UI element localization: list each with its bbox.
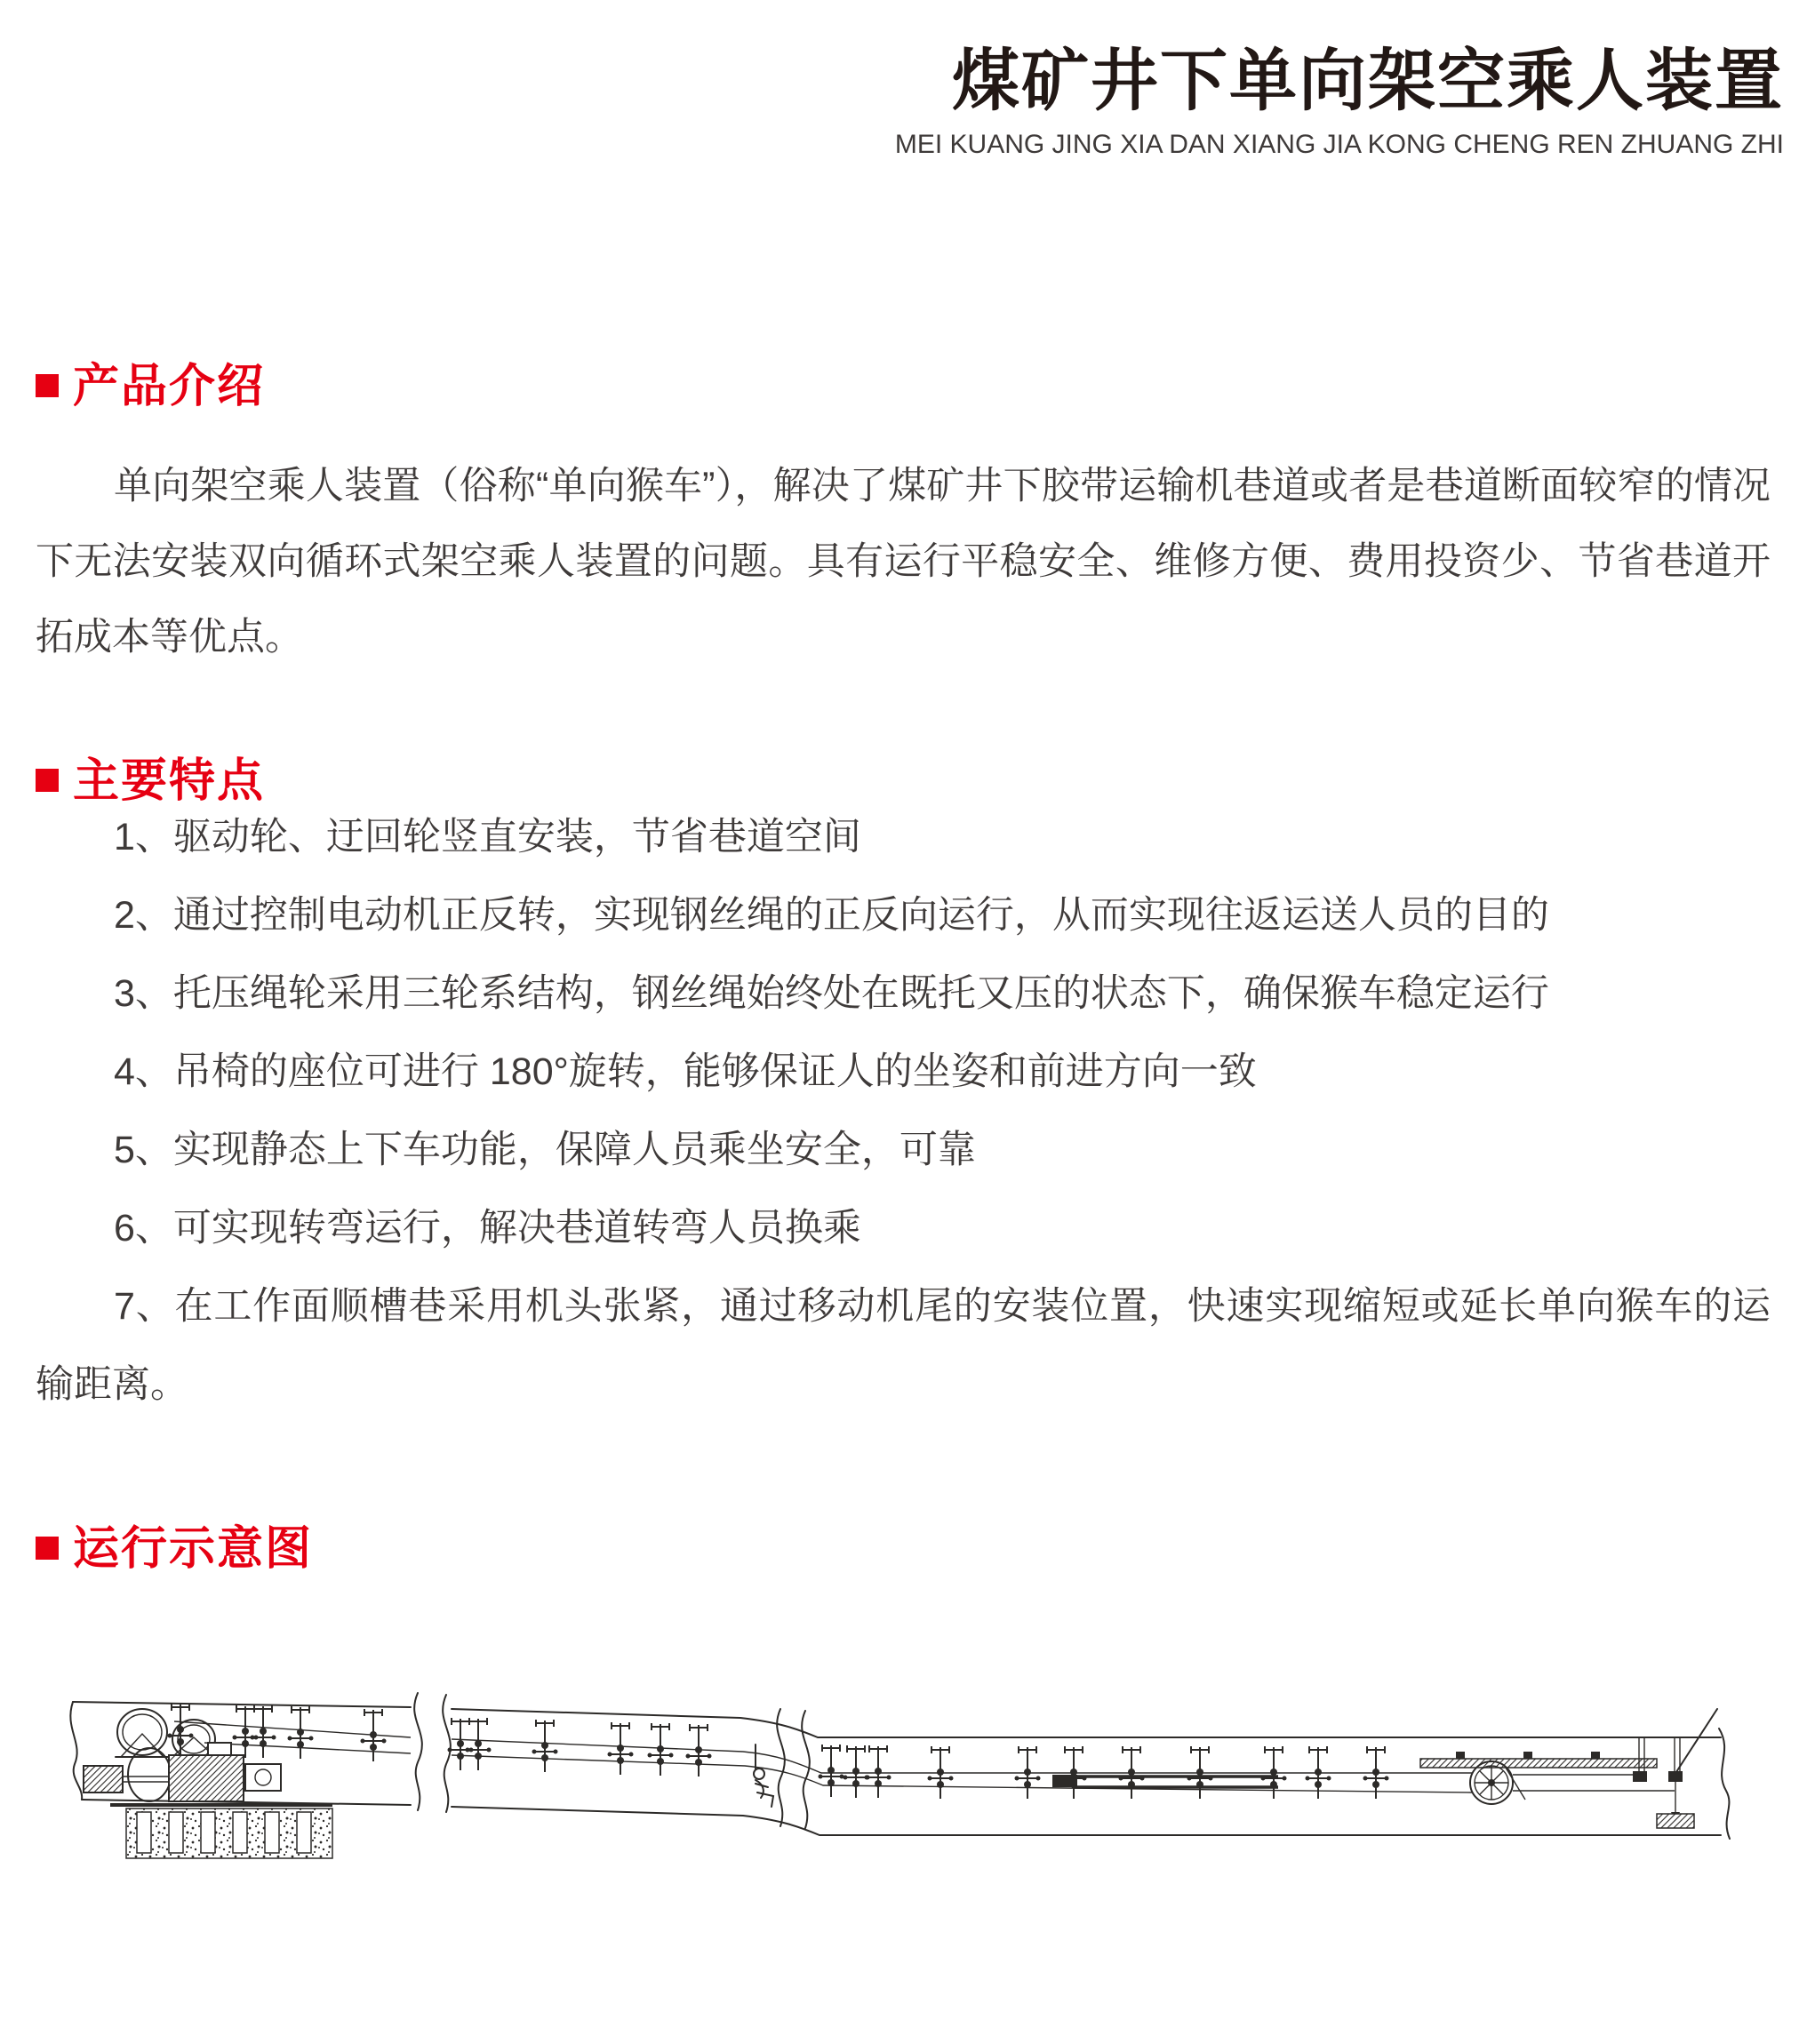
page-title: 煤矿井下单向架空乘人装置 <box>952 44 1784 119</box>
page-title-pinyin: MEI KUANG JING XIA DAN XIANG JIA KONG CHENG REN ZHUANG ZHI <box>894 129 1784 159</box>
feature-item: 6、可实现转弯运行，解决巷道转弯人员换乘 <box>114 1207 861 1250</box>
drive-station <box>84 1709 332 1858</box>
feature-item: 5、实现静态上下车功能，保障人员乘坐安全，可靠 <box>114 1129 976 1171</box>
section-heading-features-label: 主要特点 <box>73 755 266 807</box>
feature-item: 3、托压绳轮采用三轮系结构，钢丝绳始终处在既托又压的状态下，确保猴车稳定运行 <box>114 972 1549 1015</box>
feature-item: 1、驱动轮、迂回轮竖直安装，节省巷道空间 <box>114 816 861 858</box>
red-square-bullet-icon <box>36 374 59 397</box>
section-heading-diagram-label: 运行示意图 <box>73 1523 314 1575</box>
section-heading-intro-label: 产品介绍 <box>73 361 266 412</box>
red-square-bullet-icon <box>36 769 59 792</box>
intro-paragraph: 单向架空乘人装置（俗称“单向猴车”），解决了煤矿井下胶带运输机巷道或者是巷道断面较窄的情况下无法安装双向循环式架空乘人装置的问题。具有运行平稳安全、维修方便、费用投资少、节省巷道开拓成本等优点。 <box>36 465 1771 659</box>
operation-diagram <box>34 1682 1769 1896</box>
feature-item: 7、在工作面顺槽巷采用机头张紧，通过移动机尾的安装位置，快速实现缩短或延长单向猴车的运输距离。 <box>36 1285 1771 1406</box>
feature-item: 4、吊椅的座位可进行 180°旋转，能够保证人的坐姿和前进方向一致 <box>114 1050 1257 1093</box>
red-square-bullet-icon <box>36 1537 59 1560</box>
features-list <box>36 798 1771 1424</box>
operation-diagram-drawing <box>34 1682 1769 1896</box>
feature-item: 2、通过控制电动机正反转，实现钢丝绳的正反向运行，从而实现往返运送人员的目的 <box>114 894 1549 937</box>
header <box>895 44 1784 160</box>
section-heading-diagram <box>36 1511 313 1577</box>
section-heading-intro <box>36 348 265 415</box>
return-station <box>1420 1737 1694 1828</box>
